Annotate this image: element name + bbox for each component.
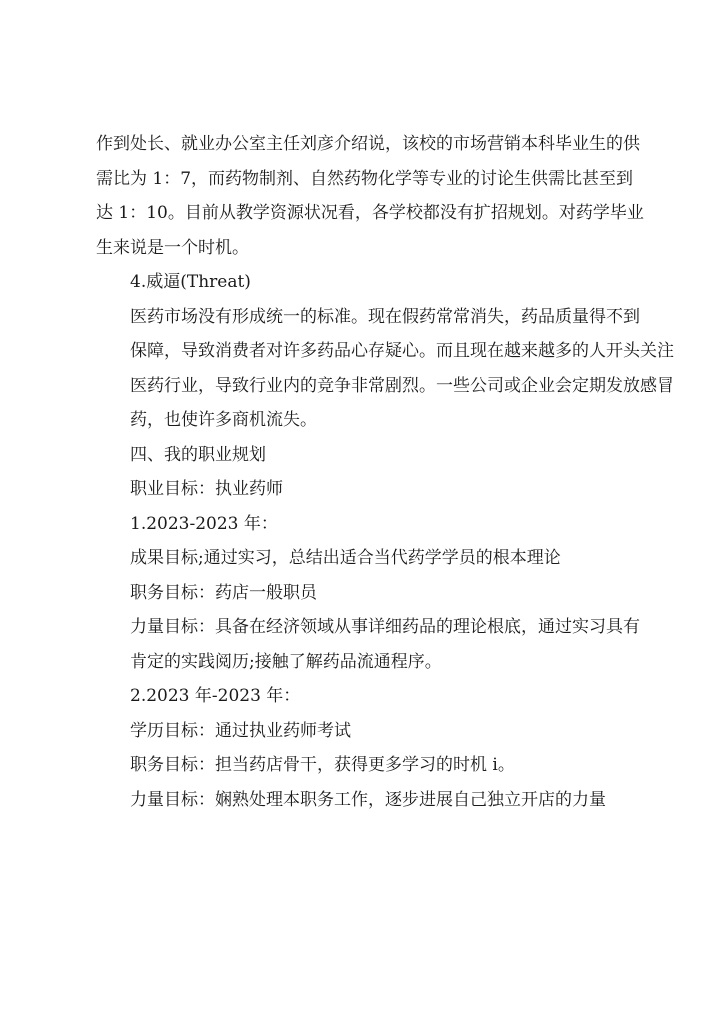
heading-threat	[96, 265, 636, 300]
text-line: 作到处长、就业办公室主任刘彦介绍说，该校的市场营销本科毕业生的供	[96, 134, 640, 154]
text-line: 职务目标：药店一般职员	[130, 582, 317, 603]
text-line: 达 1：10。目前从教学资源状况看，各学校都没有扩招规划。对药学毕业	[96, 203, 644, 223]
text-line: 肯定的实践阅历;接触了解药品流通程序。	[130, 651, 442, 672]
text-line: 生来说是一个时机。	[96, 237, 249, 258]
text-line: 2.2023 年-2023 年：	[130, 686, 301, 706]
position-goal-two	[96, 748, 636, 783]
text-line: 1.2023-2023 年：	[130, 513, 278, 534]
text-line: 药，也使许多商机流失。	[130, 410, 317, 430]
text-line: 力量目标：娴熟处理本职务工作，逐步进展自己独立开店的力量	[130, 789, 606, 810]
ability-goal-two	[96, 783, 636, 818]
education-goal	[96, 714, 636, 749]
paragraph-threat	[96, 300, 674, 438]
text-line: 职务目标：担当药店骨干，获得更多学习的时机 i。	[130, 755, 515, 775]
ability-goal-one	[96, 610, 640, 679]
text-line: 职业目标：执业药师	[130, 479, 283, 499]
text-line: 学历目标：通过执业药师考试	[130, 720, 351, 741]
period-two-heading	[96, 679, 636, 714]
career-goal	[96, 472, 636, 507]
period-one-heading	[96, 507, 636, 542]
text-line: 4.威逼(Threat)	[130, 272, 251, 292]
text-line: 成果目标;通过实习，总结出适合当代药学学员的根本理论	[130, 548, 561, 568]
text-line: 需比为 1：7，而药物制剂、自然药物化学等专业的讨论生供需比甚至到	[96, 168, 634, 189]
heading-career-plan	[96, 438, 636, 473]
text-line: 力量目标：具备在经济领域从事详细药品的理论根底，通过实习具有	[130, 617, 640, 637]
position-goal-one	[96, 576, 636, 611]
paragraph-supply-demand	[96, 127, 644, 265]
document-page	[96, 127, 674, 817]
text-line: 保障，导致消费者对许多药品心存疑心。而且现在越来越多的人开头关注	[130, 341, 674, 361]
achievement-goal	[96, 541, 636, 576]
text-line: 医药行业，导致行业内的竞争非常剧烈。一些公司或企业会定期发放感冒	[130, 375, 674, 396]
text-line: 四、我的职业规划	[130, 444, 266, 465]
text-line: 医药市场没有形成统一的标准。现在假药常常消失，药品质量得不到	[130, 306, 640, 327]
